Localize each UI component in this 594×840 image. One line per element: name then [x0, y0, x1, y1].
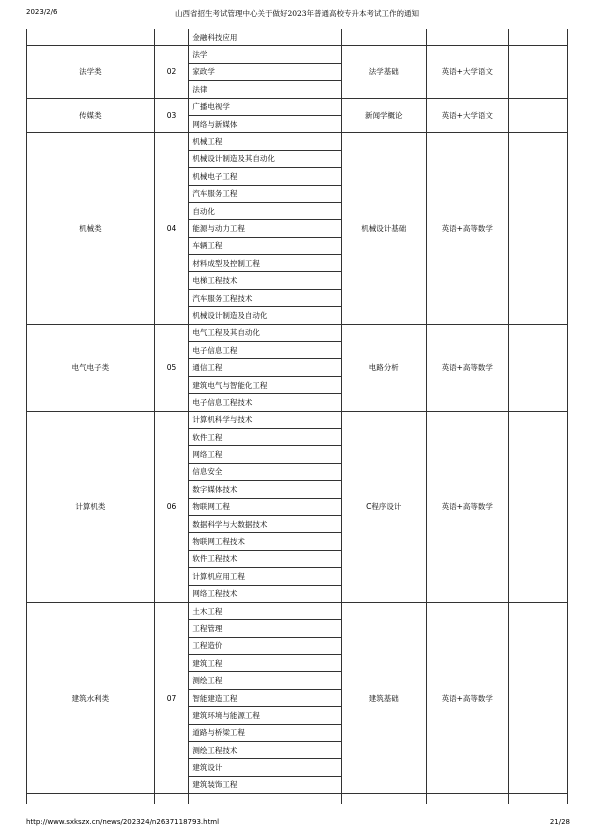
category-cell: 计算机类	[27, 411, 155, 602]
test-cell: 英语+高等数学	[426, 602, 508, 793]
table-row	[27, 602, 568, 619]
exam-cell: 电路分析	[341, 324, 426, 411]
major-cell: 法学	[189, 46, 341, 63]
major-cell: 网络工程	[189, 446, 341, 463]
major-cell: 数字媒体技术	[189, 481, 341, 498]
major-cell: 机械设计制造及自动化	[189, 307, 341, 324]
major-cell: 机械设计制造及其自动化	[189, 150, 341, 167]
exam-cell: 机械设计基础	[341, 133, 426, 324]
category-cell: 法学类	[27, 46, 155, 98]
category-cell: 机械类	[27, 133, 155, 324]
table-row	[27, 324, 568, 341]
remark-cell	[508, 29, 567, 46]
page-url[interactable]: http://www.sxkszx.cn/news/202324/n2637118793.html	[26, 818, 220, 826]
remark-cell	[508, 602, 567, 793]
major-cell: 工程造价	[189, 637, 341, 654]
major-cell: 信息安全	[189, 463, 341, 480]
page-number: 21/28	[549, 818, 570, 826]
major-cell: 电子信息工程技术	[189, 394, 341, 411]
major-cell: 网络与新媒体	[189, 115, 341, 132]
major-cell: 电梯工程技术	[189, 272, 341, 289]
major-cell: 测绘工程	[189, 672, 341, 689]
test-cell: 英语+高等数学	[426, 324, 508, 411]
test-cell	[426, 29, 508, 46]
major-cell: 软件工程技术	[189, 550, 341, 567]
exam-cell: 新闻学概论	[341, 98, 426, 133]
category-cell: 电气电子类	[27, 324, 155, 411]
major-cell: 计算机应用工程	[189, 568, 341, 585]
major-cell: 智能建造工程	[189, 689, 341, 706]
continuation-cell	[27, 794, 155, 805]
major-cell: 道路与桥梁工程	[189, 724, 341, 741]
major-cell: 法律	[189, 81, 341, 98]
category-cell	[27, 29, 155, 46]
major-cell: 建筑电气与智能化工程	[189, 376, 341, 393]
remark-cell	[508, 133, 567, 324]
continuation-cell	[426, 794, 508, 805]
category-cell: 传媒类	[27, 98, 155, 133]
major-cell: 广播电视学	[189, 98, 341, 115]
exam-cell: 法学基础	[341, 46, 426, 98]
code-cell: 03	[154, 98, 189, 133]
exam-cell: C程序设计	[341, 411, 426, 602]
table-row	[27, 46, 568, 63]
continuation-cell	[189, 794, 341, 805]
remark-cell	[508, 98, 567, 133]
major-cell: 汽车服务工程	[189, 185, 341, 202]
continuation-cell	[341, 794, 426, 805]
major-cell: 物联网工程	[189, 498, 341, 515]
table-row	[27, 98, 568, 115]
code-cell: 02	[154, 46, 189, 98]
major-cell: 通信工程	[189, 359, 341, 376]
category-cell: 建筑水利类	[27, 602, 155, 793]
exam-cell	[341, 29, 426, 46]
remark-cell	[508, 46, 567, 98]
major-cell: 工程管理	[189, 620, 341, 637]
major-cell: 建筑工程	[189, 655, 341, 672]
print-date: 2023/2/6	[26, 8, 58, 16]
major-cell: 数据科学与大数据技术	[189, 515, 341, 532]
major-cell: 建筑设计	[189, 759, 341, 776]
code-cell: 07	[154, 602, 189, 793]
table-row	[27, 133, 568, 150]
major-cell: 机械工程	[189, 133, 341, 150]
major-cell: 材料成型及控制工程	[189, 255, 341, 272]
code-cell: 04	[154, 133, 189, 324]
major-cell: 建筑环境与能源工程	[189, 707, 341, 724]
major-cell: 自动化	[189, 202, 341, 219]
test-cell: 英语+高等数学	[426, 133, 508, 324]
major-cell: 能源与动力工程	[189, 220, 341, 237]
major-cell: 网络工程技术	[189, 585, 341, 602]
major-cell: 测绘工程技术	[189, 742, 341, 759]
major-cell: 汽车服务工程技术	[189, 289, 341, 306]
remark-cell	[508, 411, 567, 602]
remark-cell	[508, 324, 567, 411]
major-cell: 软件工程	[189, 428, 341, 445]
major-table	[26, 29, 568, 804]
code-cell	[154, 29, 189, 46]
test-cell: 英语+大学语文	[426, 46, 508, 98]
table-row	[27, 411, 568, 428]
page-title: 山西省招生考试管理中心关于做好2023年普通高校专升本考试工作的通知	[174, 9, 420, 18]
code-cell: 06	[154, 411, 189, 602]
major-cell: 土木工程	[189, 602, 341, 619]
code-cell: 05	[154, 324, 189, 411]
table-row	[27, 794, 568, 805]
continuation-cell	[154, 794, 189, 805]
major-cell: 计算机科学与技术	[189, 411, 341, 428]
major-cell: 电气工程及其自动化	[189, 324, 341, 341]
exam-cell: 建筑基础	[341, 602, 426, 793]
major-cell: 建筑装饰工程	[189, 776, 341, 793]
major-cell: 车辆工程	[189, 237, 341, 254]
major-cell: 电子信息工程	[189, 342, 341, 359]
test-cell: 英语+高等数学	[426, 411, 508, 602]
major-cell: 机械电子工程	[189, 168, 341, 185]
major-cell: 金融科技应用	[189, 29, 341, 46]
major-cell: 家政学	[189, 63, 341, 80]
major-cell: 物联网工程技术	[189, 533, 341, 550]
table-row	[27, 29, 568, 46]
continuation-cell	[508, 794, 567, 805]
test-cell: 英语+大学语文	[426, 98, 508, 133]
